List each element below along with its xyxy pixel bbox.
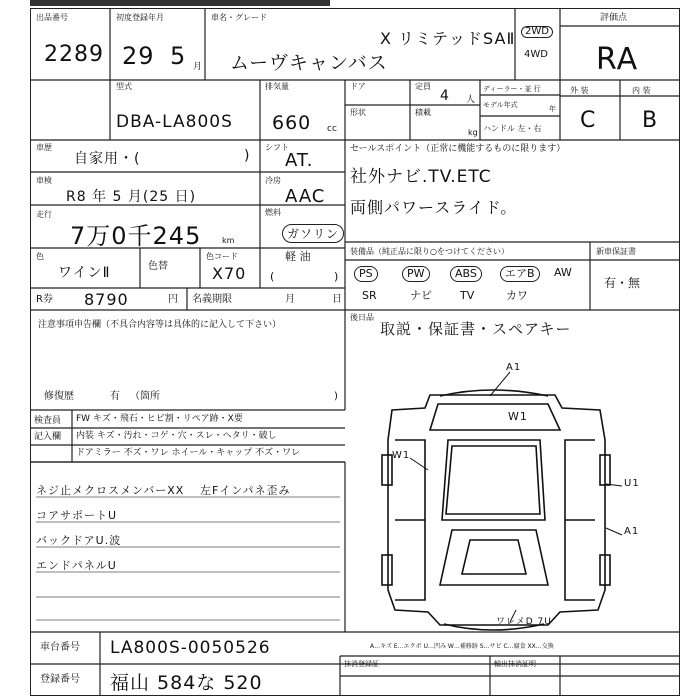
color-change-label: 色替 <box>148 261 168 272</box>
equip-navi: ナビ <box>410 289 432 302</box>
inspector-row-fw: FW キズ・飛石・ヒビ割・リペア跡・X要 <box>76 414 243 424</box>
repair-history-label: 修復歴 <box>44 391 74 402</box>
lot-number-value: 2289 <box>44 42 104 67</box>
car-name-value: ムーヴキャンバス <box>230 52 388 74</box>
displacement-value: 660 <box>272 112 312 134</box>
color-code-value: X70 <box>212 264 247 283</box>
light-oil-option: 軽 油 <box>285 250 311 263</box>
exterior-label: 外 装 <box>570 86 589 95</box>
recycle-value: 8790 <box>84 290 129 309</box>
note-line-4: エンドパネルU <box>36 559 117 572</box>
chassis-value: LA800S-0050526 <box>110 638 271 658</box>
fuel-paren: ( <box>270 270 275 283</box>
fuel-value: ガソリン <box>282 224 344 243</box>
exterior-grade: C <box>580 108 597 133</box>
mileage-unit: km <box>222 236 235 245</box>
door-label: ドア <box>350 82 366 91</box>
note-line-1: ネジ止メクロスメンバーXX <box>36 484 185 497</box>
cancel-certificate-label: 抹消登録証 <box>344 660 379 668</box>
model-label: 型式 <box>116 82 132 91</box>
accessories-label: 後日品 <box>350 313 374 322</box>
fuel-label: 燃料 <box>265 208 281 217</box>
mileage-value: 7万0千245 <box>70 222 202 250</box>
name-change-month: 月 <box>285 294 295 305</box>
damage-mark-rear-note: ワレメD 7U <box>496 617 552 627</box>
damage-mark-roof-w1: W1 <box>508 410 528 423</box>
plate-label: 登録番号 <box>40 674 80 685</box>
mileage-label: 走行 <box>36 210 52 219</box>
shift-label: シフト <box>265 143 289 152</box>
name-change-label: 名義期限 <box>192 294 232 305</box>
displacement-label: 排気量 <box>265 82 289 91</box>
equip-abs: ABS <box>450 266 482 282</box>
damage-mark-front-a1: A1 <box>506 362 522 373</box>
displacement-unit: cc <box>327 124 337 134</box>
plate-value: 福山 584な 520 <box>110 672 263 694</box>
recycle-label: R券 <box>36 294 53 305</box>
name-change-day: 日 <box>332 294 342 305</box>
equipment-label: 装備品（純正品に限り○をつけてください） <box>350 247 509 256</box>
usage-close-paren: ) <box>244 148 251 164</box>
inspection-label: 車検 <box>36 176 52 185</box>
equip-leather: カワ <box>506 289 528 302</box>
damage-mark-left-w1: W1 <box>392 450 411 461</box>
shift-value: AT. <box>285 150 314 171</box>
lot-number-label: 出品番号 <box>36 13 68 22</box>
interior-grade: B <box>642 108 659 133</box>
first-registration-month: 5 <box>170 42 187 70</box>
color-value: ワインⅡ <box>58 265 111 281</box>
sales-points-line1: 社外ナビ.TV.ETC <box>350 167 492 187</box>
capacity-unit: 人 <box>466 95 476 105</box>
drive-4wd-option: 4WD <box>524 49 548 60</box>
equip-airbag: エアB <box>500 266 540 282</box>
capacity-value: 4 <box>440 88 450 104</box>
color-label: 色 <box>36 252 44 261</box>
color-code-label: 色コード <box>206 252 238 261</box>
handle-label: ハンドル 左・右 <box>483 124 542 133</box>
interior-label: 内 装 <box>632 86 651 95</box>
aircon-label: 冷房 <box>265 176 281 185</box>
first-registration-month-unit: 月 <box>193 62 203 72</box>
remarks-label: 注意事項申告欄（不具合内容等は具体的に記入して下さい） <box>38 320 282 330</box>
export-cancel-label: 輸出抹消証明 <box>494 660 536 668</box>
usage-label: 車歴 <box>36 143 52 152</box>
equip-sr: SR <box>362 289 377 302</box>
inspection-value: R8 年 5 月(25 日) <box>66 189 197 205</box>
first-registration-year: 29 <box>122 42 155 70</box>
model-value: DBA-LA800S <box>116 112 233 132</box>
warranty-value: 有・無 <box>604 276 641 290</box>
damage-legend: A…キズ E…エクボ U…凹み W…補修跡 S…サビ C…腐食 XX…交換 <box>370 643 554 650</box>
model-year-unit: 年 <box>549 105 556 113</box>
note-line-2: コアサポートU <box>36 509 118 522</box>
note-line-1b: 左Fインパネ歪み <box>200 484 291 497</box>
recycle-yen: 円 <box>168 294 178 305</box>
equip-pw: PW <box>402 266 430 282</box>
drive-2wd-option: 2WD <box>521 26 553 38</box>
repair-place: （箇所 <box>130 391 160 402</box>
equip-aw: AW <box>554 266 572 279</box>
capacity-label: 定員 <box>415 82 431 91</box>
grade-value: X リミテッドSAⅡ <box>380 29 516 48</box>
load-unit: kg <box>468 128 478 137</box>
inspector-label-2: 記入欄 <box>34 432 62 442</box>
rating-label: 評価点 <box>600 13 628 23</box>
repair-close: ) <box>334 391 338 402</box>
fuel-paren-close: ) <box>334 270 339 283</box>
damage-mark-right-a1: A1 <box>624 526 640 537</box>
repair-has: 有 <box>110 391 120 402</box>
equip-ps: PS <box>354 266 378 282</box>
note-line-3: バックドアU.波 <box>36 534 122 547</box>
car-name-label: 車名・グレード <box>211 13 267 22</box>
sales-points-label: セールスポイント（正常に機能するものに限ります） <box>350 144 566 154</box>
inspector-row-interior: 内装 キズ・汚れ・コゲ・穴・スレ・ヘタリ・破し <box>76 431 277 441</box>
rating-value: RA <box>596 42 639 77</box>
model-year-label: モデル年式 <box>483 101 518 109</box>
sales-points-line2: 両側パワースライド。 <box>350 198 518 217</box>
dealer-label: ディーラー・並 行 <box>483 85 541 93</box>
shape-label: 形状 <box>350 108 366 117</box>
chassis-label: 車台番号 <box>40 642 80 653</box>
first-registration-label: 初度登録年月 <box>116 13 164 22</box>
inspector-row-mirror: ドアミラー 不ズ・ワレ ホイール・キャップ 不ズ・ワレ <box>76 448 301 458</box>
equip-tv: TV <box>460 289 475 302</box>
damage-mark-right-u1: U1 <box>624 478 640 489</box>
usage-value: 自家用・( <box>74 151 141 167</box>
inspector-label: 検査員 <box>34 416 62 426</box>
new-car-warranty-label: 新車保証書 <box>596 247 636 256</box>
accessories-value: 取説・保証書・スペアキー <box>380 320 572 338</box>
load-label: 積載 <box>415 108 431 117</box>
aircon-value: AAC <box>285 186 326 207</box>
